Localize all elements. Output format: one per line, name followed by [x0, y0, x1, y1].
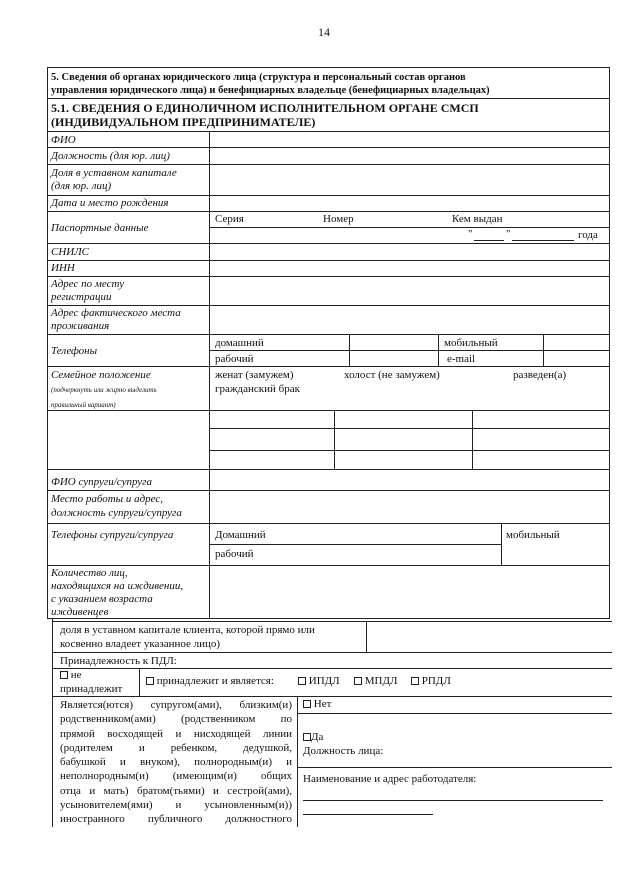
checkbox-icon[interactable] [411, 677, 419, 685]
label-spouse-work-line1: Место работы и адрес, [51, 493, 164, 505]
passport-number: Номер [323, 213, 354, 225]
label-fact-addr-line1: Адрес фактического места [51, 307, 181, 319]
phone-email: e-mail [447, 353, 476, 365]
label-reg-addr-line1: Адрес по месту [51, 278, 125, 290]
relative-line: бабушкой и внуком), полнородным(и) и [60, 756, 292, 769]
pdl-title: Принадлежность к ПДЛ: [60, 655, 177, 667]
pdl-not-belongs-checkbox[interactable] [60, 669, 82, 682]
section51-title-line1: 5.1. СВЕДЕНИЯ О ЕДИНОЛИЧНОМ ИСПОЛНИТЕЛЬНОМ ОРГАНЕ СМСП [51, 101, 479, 115]
pdl-belongs-label: принадлежит и является: [156, 675, 274, 687]
passport-date-quote-close: " [506, 228, 511, 240]
family-married[interactable]: женат (замужем) [215, 369, 294, 381]
label-dependents-line4: иждивенцев [51, 606, 109, 618]
family-divorced[interactable]: разведен(а) [513, 369, 567, 381]
pdl-belongs-checkbox[interactable] [146, 675, 274, 688]
label-passport: Паспортные данные [51, 222, 149, 234]
share-client-line1: доля в уставном капитале клиента, которой прямо или [60, 624, 315, 636]
page-number: 14 [318, 25, 330, 39]
label-inn: ИНН [51, 262, 75, 274]
label-reg-addr-line2: регистрации [51, 291, 112, 303]
checkbox-icon[interactable] [60, 671, 68, 679]
passport-series: Серия [215, 213, 244, 225]
label-share-line2: (для юр. лиц) [51, 180, 112, 192]
label-dependents-line1: Количество лиц, [51, 567, 128, 579]
label-dependents-line2: находящихся на иждивении, [51, 580, 184, 592]
ipdl-checkbox[interactable] [298, 675, 340, 688]
phone-mobile: мобильный [444, 337, 498, 349]
pdl-not-belongs-line2: принадлежит [60, 683, 123, 695]
relative-line: неполнородным(и) (имеющим(и) общих [60, 770, 292, 783]
spouse-home: Домашний [215, 529, 266, 541]
checkbox-icon[interactable] [146, 677, 154, 685]
family-single[interactable]: холост (не замужем) [344, 369, 440, 381]
label-family: Семейное положение [51, 369, 151, 381]
section5-title-line2: управления юридического лица) и бенефициарных владельце (бенефициарных владельцах) [51, 85, 490, 96]
phone-work: рабочий [215, 353, 254, 365]
no-label: Нет [313, 698, 332, 710]
relative-line: прямой восходящей и нисходящей линии [60, 727, 292, 740]
person-position: Должность лица: [303, 745, 384, 757]
employer-label: Наименование и адрес работодателя: [303, 773, 477, 785]
share-client-line2: косвенно владеет указанное лицо) [60, 638, 221, 650]
yes-checkbox[interactable] [303, 731, 323, 744]
passport-year: года [578, 229, 598, 241]
section51-title-line2: (ИНДИВИДУАЛЬНОМ ПРЕДПРИНИМАТЕЛЕ) [51, 115, 316, 129]
family-civil[interactable]: гражданский брак [215, 383, 300, 395]
label-fio: ФИО [51, 134, 76, 146]
label-fact-addr-line2: проживания [51, 320, 110, 332]
checkbox-icon[interactable] [303, 733, 311, 741]
relative-paragraph [60, 698, 292, 827]
checkbox-icon[interactable] [354, 677, 362, 685]
spouse-work-phone: рабочий [215, 548, 254, 560]
label-share-line1: Доля в уставном капитале [51, 167, 177, 179]
rpdl-checkbox[interactable] [411, 675, 451, 688]
relative-line: родственником(ами) (родственником по [60, 713, 292, 726]
label-family-note-line1: (подчеркнуть или жирно выделить [51, 386, 157, 394]
label-dependents-line3: с указанием возраста [51, 593, 153, 605]
label-spouse-work-line2: должность супруги/супруга [51, 507, 182, 519]
relative-line: отца и мать) братом(тьями) и сестрой(ами), [60, 784, 292, 797]
label-spouse-fio: ФИО супруги/супруга [51, 476, 152, 488]
no-checkbox[interactable] [303, 698, 331, 711]
mpdl-label: МПДЛ [364, 675, 398, 687]
relative-line: Является(ются) супругом(ами), близким(и) [60, 699, 292, 711]
pdl-not-belongs-line1: не [70, 669, 82, 681]
label-family-note-line2: правильный вариант) [51, 401, 116, 409]
relative-line: (родителем и ребенком, дедушкой, [60, 741, 292, 754]
label-spouse-phones: Телефоны супруги/супруга [51, 529, 174, 541]
label-position: Должность (для юр. лиц) [51, 150, 170, 162]
relative-line: иностранного публичного должностного [60, 813, 292, 826]
checkbox-icon[interactable] [303, 700, 311, 708]
section5-title-line1: 5. Сведения об органах юридического лица (структура и персональный состав органов [51, 72, 466, 83]
label-phones: Телефоны [51, 345, 98, 357]
spouse-mobile: мобильный [506, 529, 560, 541]
phone-home: домашний [215, 337, 264, 349]
label-snils: СНИЛС [51, 246, 90, 258]
relative-line: усыновителем(ями) и усыновленным(и)) [60, 799, 292, 812]
passport-date-quote-open: " [468, 228, 473, 240]
ipdl-label: ИПДЛ [308, 675, 340, 687]
rpdl-label: РПДЛ [421, 675, 451, 687]
label-birth: Дата и место рождения [51, 197, 169, 209]
checkbox-icon[interactable] [298, 677, 306, 685]
mpdl-checkbox[interactable] [354, 675, 397, 688]
yes-label: Да [311, 731, 324, 743]
passport-issued: Кем выдан [452, 213, 503, 225]
